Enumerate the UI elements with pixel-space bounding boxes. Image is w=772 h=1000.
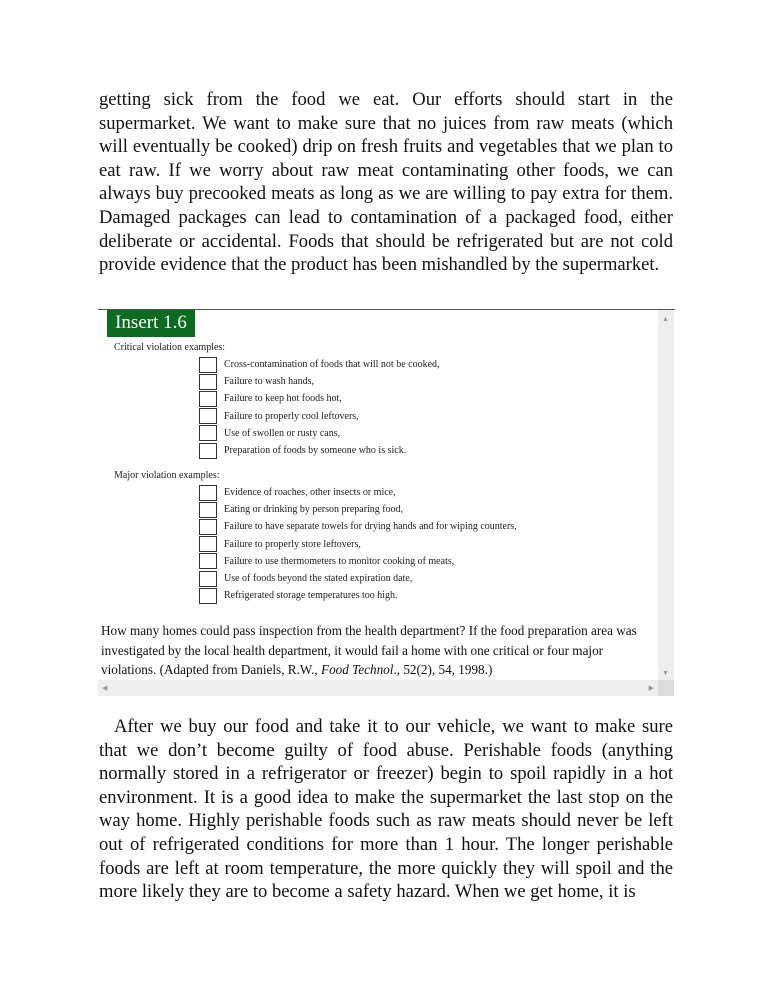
checklist-item <box>199 518 517 535</box>
checkbox[interactable] <box>199 425 217 441</box>
checklist-item <box>199 587 517 604</box>
checklist-item <box>199 373 440 390</box>
vertical-scrollbar[interactable] <box>658 310 674 680</box>
body-paragraph-bottom: After we buy our food and take it to our vehicle, we want to make sure that we don’t become guilty of food abuse. Perishable foods (anything normally stored in a refrigerator or freezer) begin to spoil rapidly in a hot environment. It is a good idea to make the supermarket the last stop on the way home. Highly perishable foods such as raw meats should never be left out of refrigerated conditions for more than 1 hour. The longer perishable foods are left at room temperature, the more quickly they will spoil and the more likely they are to become a safety hazard. When we get home, it is <box>99 716 673 903</box>
checkbox[interactable] <box>199 391 217 407</box>
checkbox[interactable] <box>199 374 217 390</box>
checklist-item <box>199 408 440 425</box>
critical-violations-list <box>199 356 440 459</box>
checklist-item-label: Failure to use thermometers to monitor cooking of meats, <box>224 555 455 567</box>
body-paragraph-top: getting sick from the food we eat. Our efforts should start in the supermarket. We want to make sure that no juices from raw meats (which will eventually be cooked) drip on fresh fruits and vegetables that we plan to eat raw. If we worry about raw meat contaminating other foods, we can always buy precooked meats as long as we are willing to pay extra for them. Damaged packages can lead to contamination of a packaged food, either deliberate or accidental. Foods that should be refrigerated but are not cold provide evidence that the product has been mishandled by the supermarket. <box>99 89 673 276</box>
checklist-item-label: Failure to properly store leftovers, <box>224 538 361 550</box>
checklist-item <box>199 484 517 501</box>
checklist-item-label: Use of swollen or rusty cans, <box>224 427 341 439</box>
checklist-item <box>199 570 517 587</box>
checklist-item <box>199 501 517 518</box>
checkbox[interactable] <box>199 536 217 552</box>
scroll-down-arrow-icon[interactable]: ▼ <box>662 669 669 677</box>
checklist-item <box>199 390 440 407</box>
checkbox[interactable] <box>199 571 217 587</box>
insert-content <box>98 310 658 680</box>
checkbox[interactable] <box>199 519 217 535</box>
checkbox[interactable] <box>199 357 217 373</box>
checklist-item <box>199 442 440 459</box>
critical-violations-heading: Critical violation examples: <box>114 342 226 353</box>
checkbox[interactable] <box>199 485 217 501</box>
insert-label: Insert 1.6 <box>107 310 195 337</box>
scroll-right-arrow-icon[interactable]: ▶ <box>648 684 654 692</box>
horizontal-scrollbar[interactable] <box>98 680 658 696</box>
scroll-left-arrow-icon[interactable]: ◀ <box>102 684 108 692</box>
insert-panel <box>98 309 675 696</box>
checklist-item <box>199 536 517 553</box>
scrollbar-corner <box>658 680 674 696</box>
checklist-item-label: Refrigerated storage temperatures too high. <box>224 590 398 602</box>
caption-citation: ., 52(2), 54, 1998.) <box>393 662 493 677</box>
insert-caption <box>101 621 656 680</box>
checkbox[interactable] <box>199 443 217 459</box>
checkbox[interactable] <box>199 502 217 518</box>
checkbox[interactable] <box>199 588 217 604</box>
caption-text: How many homes could pass inspection from the health department? If the food preparation area was investigated by the local health department, it would fail a home with one critical or four major violations. (Adapted from Daniels, R.W., <box>101 623 637 677</box>
checkbox[interactable] <box>199 553 217 569</box>
checklist-item-label: Failure to keep hot foods hot, <box>224 393 342 405</box>
checklist-item <box>199 425 440 442</box>
major-violations-heading: Major violation examples: <box>114 470 220 481</box>
scroll-up-arrow-icon[interactable]: ▲ <box>662 315 669 323</box>
checklist-item-label: Failure to have separate towels for drying hands and for wiping counters, <box>224 521 517 533</box>
checklist-item-label: Failure to wash hands, <box>224 376 314 388</box>
checklist-item <box>199 553 517 570</box>
checklist-item-label: Preparation of foods by someone who is sick. <box>224 445 407 457</box>
checklist-item-label: Cross-contamination of foods that will not be cooked, <box>224 359 440 371</box>
checklist-item-label: Use of foods beyond the stated expiration date, <box>224 573 413 585</box>
checklist-item <box>199 356 440 373</box>
checklist-item-label: Failure to properly cool leftovers, <box>224 410 359 422</box>
caption-journal: Food Technol <box>321 662 394 677</box>
checklist-item-label: Eating or drinking by person preparing food, <box>224 504 404 516</box>
checklist-item-label: Evidence of roaches, other insects or mice, <box>224 487 396 499</box>
major-violations-list <box>199 484 517 604</box>
checkbox[interactable] <box>199 408 217 424</box>
